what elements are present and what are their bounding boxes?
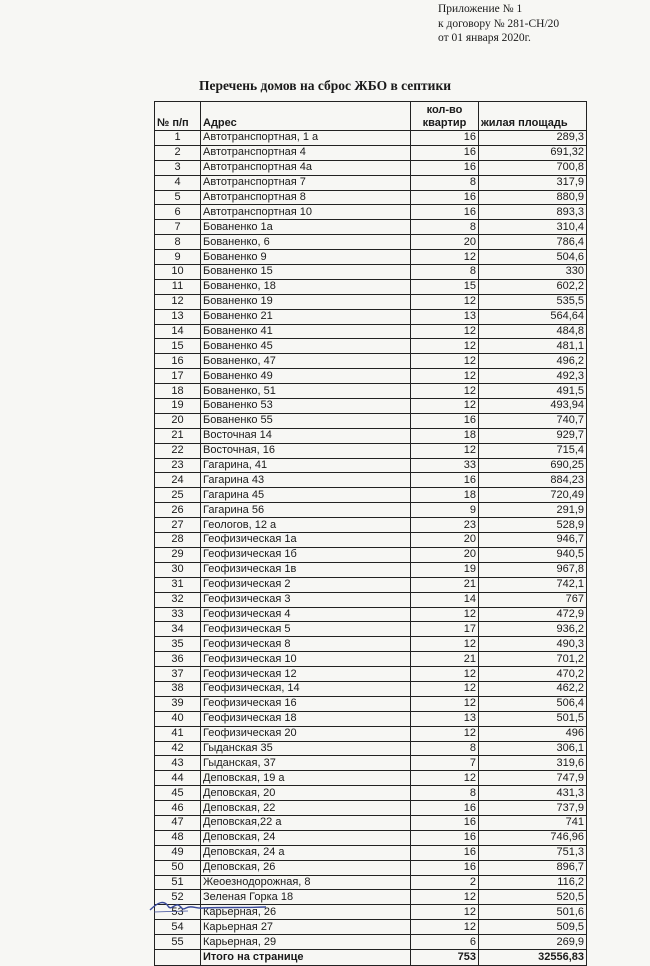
table-row: [155, 935, 587, 950]
row-number: 45: [155, 786, 201, 801]
row-number: 47: [155, 815, 201, 830]
row-living-area: 481,1: [479, 339, 587, 354]
row-living-area: 496: [479, 726, 587, 741]
row-living-area: 880,9: [479, 190, 587, 205]
row-apartments: 12: [411, 294, 479, 309]
row-number: 14: [155, 324, 201, 339]
row-living-area: 504,6: [479, 250, 587, 265]
row-number: 31: [155, 577, 201, 592]
table-row: [155, 488, 587, 503]
row-living-area: 786,4: [479, 235, 587, 250]
header-apartments-label: кол-во квартир: [422, 104, 467, 129]
row-address: Гагарина, 41: [201, 458, 411, 473]
appendix-line-3: от 01 января 2020г.: [438, 32, 531, 44]
table-row: [155, 205, 587, 220]
table-row: [155, 726, 587, 741]
row-living-area: 330: [479, 265, 587, 280]
row-apartments: 21: [411, 577, 479, 592]
row-living-area: 751,3: [479, 845, 587, 860]
row-apartments: 12: [411, 324, 479, 339]
row-apartments: 12: [411, 890, 479, 905]
row-number: 23: [155, 458, 201, 473]
row-living-area: 520,5: [479, 890, 587, 905]
row-address: Бованенко, 51: [201, 384, 411, 399]
row-living-area: 490,3: [479, 637, 587, 652]
row-apartments: 18: [411, 428, 479, 443]
row-address: Гыданская 35: [201, 741, 411, 756]
row-living-area: 896,7: [479, 860, 587, 875]
row-living-area: 317,9: [479, 175, 587, 190]
row-apartments: 16: [411, 815, 479, 830]
total-empty-cell: [155, 949, 201, 965]
row-apartments: 16: [411, 205, 479, 220]
appendix-line-2: к договору № 281-СН/20: [438, 17, 560, 30]
row-apartments: 20: [411, 235, 479, 250]
row-address: Зеленая Горка 18: [201, 890, 411, 905]
row-address: Деповская,22 а: [201, 815, 411, 830]
row-address: Жеоезнодорожная, 8: [201, 875, 411, 890]
table-row: [155, 652, 587, 667]
row-address: Бованенко 9: [201, 250, 411, 265]
row-address: Деповская, 22: [201, 801, 411, 816]
table-row: [155, 607, 587, 622]
row-number: 35: [155, 637, 201, 652]
row-apartments: 8: [411, 786, 479, 801]
row-apartments: 8: [411, 741, 479, 756]
table-row: [155, 577, 587, 592]
row-apartments: 12: [411, 905, 479, 920]
row-address: Автотранспортная, 1 а: [201, 131, 411, 146]
row-living-area: 470,2: [479, 667, 587, 682]
row-living-area: 893,3: [479, 205, 587, 220]
row-apartments: 14: [411, 592, 479, 607]
table-row: [155, 801, 587, 816]
total-row: [155, 949, 587, 965]
row-number: 10: [155, 265, 201, 280]
row-number: 16: [155, 354, 201, 369]
row-apartments: 15: [411, 279, 479, 294]
row-living-area: 690,25: [479, 458, 587, 473]
row-living-area: 602,2: [479, 279, 587, 294]
row-apartments: 23: [411, 518, 479, 533]
row-living-area: 492,3: [479, 369, 587, 384]
row-living-area: 946,7: [479, 533, 587, 548]
row-number: 34: [155, 622, 201, 637]
header-row: [155, 102, 587, 131]
row-apartments: 8: [411, 265, 479, 280]
row-address: Бованенко 41: [201, 324, 411, 339]
row-number: 33: [155, 607, 201, 622]
row-address: Бованенко 15: [201, 265, 411, 280]
table-row: [155, 741, 587, 756]
table-row: [155, 428, 587, 443]
row-living-area: 720,49: [479, 488, 587, 503]
row-number: 52: [155, 890, 201, 905]
row-address: Гагарина 45: [201, 488, 411, 503]
row-number: 42: [155, 741, 201, 756]
row-living-area: 472,9: [479, 607, 587, 622]
row-number: 19: [155, 399, 201, 414]
table-row: [155, 220, 587, 235]
row-number: 49: [155, 845, 201, 860]
row-living-area: 940,5: [479, 547, 587, 562]
row-apartments: 2: [411, 875, 479, 890]
row-apartments: 16: [411, 160, 479, 175]
row-living-area: 929,7: [479, 428, 587, 443]
row-number: 28: [155, 533, 201, 548]
table-row: [155, 443, 587, 458]
row-address: Геофизическая 10: [201, 652, 411, 667]
table-row: [155, 339, 587, 354]
row-address: Геофизическая, 14: [201, 681, 411, 696]
row-address: Геофизическая 2: [201, 577, 411, 592]
row-address: Геологов, 12 а: [201, 518, 411, 533]
row-address: Деповская, 24: [201, 830, 411, 845]
row-apartments: 7: [411, 756, 479, 771]
header-apartments: [411, 102, 479, 131]
table-row: [155, 622, 587, 637]
row-address: Гагарина 56: [201, 503, 411, 518]
row-number: 43: [155, 756, 201, 771]
row-apartments: 16: [411, 131, 479, 146]
row-living-area: 936,2: [479, 622, 587, 637]
row-living-area: 431,3: [479, 786, 587, 801]
row-living-area: 496,2: [479, 354, 587, 369]
table-row: [155, 354, 587, 369]
row-living-area: 501,5: [479, 711, 587, 726]
row-address: Автотранспортная 8: [201, 190, 411, 205]
row-apartments: 12: [411, 354, 479, 369]
row-living-area: 884,23: [479, 473, 587, 488]
row-address: Геофизическая 16: [201, 696, 411, 711]
table-row: [155, 860, 587, 875]
row-apartments: 16: [411, 860, 479, 875]
table-row: [155, 711, 587, 726]
row-apartments: 16: [411, 145, 479, 160]
row-apartments: 12: [411, 443, 479, 458]
row-apartments: 8: [411, 220, 479, 235]
row-living-area: 269,9: [479, 935, 587, 950]
appendix-header: [438, 2, 638, 46]
row-apartments: 8: [411, 175, 479, 190]
row-address: Карьерная, 26: [201, 905, 411, 920]
signature-image: [148, 896, 268, 916]
row-address: Бованенко 45: [201, 339, 411, 354]
table-row: [155, 160, 587, 175]
table-row: [155, 235, 587, 250]
row-apartments: 16: [411, 801, 479, 816]
row-living-area: 493,94: [479, 399, 587, 414]
row-apartments: 12: [411, 369, 479, 384]
row-number: 38: [155, 681, 201, 696]
row-number: 26: [155, 503, 201, 518]
row-number: 9: [155, 250, 201, 265]
row-number: 54: [155, 920, 201, 935]
row-apartments: 6: [411, 935, 479, 950]
row-number: 24: [155, 473, 201, 488]
table-row: [155, 265, 587, 280]
row-address: Гагарина 43: [201, 473, 411, 488]
row-address: Геофизическая 18: [201, 711, 411, 726]
table-row: [155, 279, 587, 294]
table-row: [155, 562, 587, 577]
row-apartments: 13: [411, 711, 479, 726]
row-number: 39: [155, 696, 201, 711]
row-number: 15: [155, 339, 201, 354]
row-number: 8: [155, 235, 201, 250]
row-apartments: 20: [411, 547, 479, 562]
row-number: 44: [155, 771, 201, 786]
row-number: 7: [155, 220, 201, 235]
row-address: Бованенко 21: [201, 309, 411, 324]
row-living-area: 491,5: [479, 384, 587, 399]
row-address: Бованенко 1а: [201, 220, 411, 235]
row-living-area: 967,8: [479, 562, 587, 577]
table-row: [155, 324, 587, 339]
row-number: 40: [155, 711, 201, 726]
row-apartments: 12: [411, 637, 479, 652]
table-row: [155, 131, 587, 146]
table-row: [155, 369, 587, 384]
row-apartments: 12: [411, 771, 479, 786]
row-apartments: 16: [411, 845, 479, 860]
row-living-area: 746,96: [479, 830, 587, 845]
row-living-area: 291,9: [479, 503, 587, 518]
table-row: [155, 667, 587, 682]
total-area: 32556,83: [479, 949, 587, 965]
row-living-area: 747,9: [479, 771, 587, 786]
table-row: [155, 771, 587, 786]
row-living-area: 462,2: [479, 681, 587, 696]
row-number: 48: [155, 830, 201, 845]
table-row: [155, 815, 587, 830]
row-living-area: 528,9: [479, 518, 587, 533]
row-address: Геофизическая 4: [201, 607, 411, 622]
row-apartments: 12: [411, 384, 479, 399]
row-living-area: 535,5: [479, 294, 587, 309]
row-address: Автотранспортная 10: [201, 205, 411, 220]
row-address: Автотранспортная 4: [201, 145, 411, 160]
table-row: [155, 175, 587, 190]
row-apartments: 16: [411, 190, 479, 205]
row-address: Восточная, 16: [201, 443, 411, 458]
table-row: [155, 786, 587, 801]
header-living-area: жилая площадь: [479, 102, 587, 131]
table-row: [155, 830, 587, 845]
row-address: Карьерная, 29: [201, 935, 411, 950]
row-address: Бованенко 19: [201, 294, 411, 309]
row-address: Геофизическая 1в: [201, 562, 411, 577]
row-address: Бованенко, 18: [201, 279, 411, 294]
row-apartments: 12: [411, 920, 479, 935]
row-living-area: 767: [479, 592, 587, 607]
table-row: [155, 503, 587, 518]
table-row: [155, 696, 587, 711]
row-address: Бованенко 53: [201, 399, 411, 414]
table-row: [155, 309, 587, 324]
row-address: Деповская, 26: [201, 860, 411, 875]
row-address: Восточная 14: [201, 428, 411, 443]
table-row: [155, 920, 587, 935]
row-apartments: 12: [411, 399, 479, 414]
row-number: 5: [155, 190, 201, 205]
row-apartments: 21: [411, 652, 479, 667]
row-apartments: 16: [411, 413, 479, 428]
total-label: Итого на странице: [201, 949, 411, 965]
row-address: Гыданская, 37: [201, 756, 411, 771]
row-number: 51: [155, 875, 201, 890]
row-apartments: 9: [411, 503, 479, 518]
row-address: Карьерная 27: [201, 920, 411, 935]
table-row: [155, 592, 587, 607]
row-living-area: 741: [479, 815, 587, 830]
row-apartments: 12: [411, 726, 479, 741]
row-number: 46: [155, 801, 201, 816]
row-number: 36: [155, 652, 201, 667]
row-address: Геофизическая 20: [201, 726, 411, 741]
row-address: Геофизическая 8: [201, 637, 411, 652]
row-number: 4: [155, 175, 201, 190]
row-address: Автотранспортная 4а: [201, 160, 411, 175]
table-row: [155, 845, 587, 860]
table-row: [155, 458, 587, 473]
row-apartments: 12: [411, 696, 479, 711]
row-number: 37: [155, 667, 201, 682]
row-apartments: 17: [411, 622, 479, 637]
row-address: Деповская, 24 а: [201, 845, 411, 860]
row-number: 3: [155, 160, 201, 175]
row-address: Бованенко 49: [201, 369, 411, 384]
table-body: [155, 131, 587, 950]
houses-table: [154, 101, 587, 966]
row-address: Деповская, 19 а: [201, 771, 411, 786]
table-row: [155, 533, 587, 548]
row-living-area: 742,1: [479, 577, 587, 592]
row-living-area: 509,5: [479, 920, 587, 935]
table-row: [155, 294, 587, 309]
row-apartments: 19: [411, 562, 479, 577]
row-number: 12: [155, 294, 201, 309]
table-row: [155, 473, 587, 488]
header-number: № п/п: [155, 102, 201, 131]
row-apartments: 12: [411, 681, 479, 696]
appendix-line-1: Приложение № 1: [438, 3, 523, 15]
table-row: [155, 413, 587, 428]
row-living-area: 116,2: [479, 875, 587, 890]
row-address: Бованенко 55: [201, 413, 411, 428]
row-living-area: 310,4: [479, 220, 587, 235]
row-living-area: 501,6: [479, 905, 587, 920]
row-living-area: 484,8: [479, 324, 587, 339]
row-number: 18: [155, 384, 201, 399]
row-number: 32: [155, 592, 201, 607]
row-apartments: 13: [411, 309, 479, 324]
row-address: Бованенко, 47: [201, 354, 411, 369]
row-apartments: 12: [411, 339, 479, 354]
row-number: 6: [155, 205, 201, 220]
row-living-area: 564,64: [479, 309, 587, 324]
row-living-area: 306,1: [479, 741, 587, 756]
row-address: Бованенко, 6: [201, 235, 411, 250]
row-apartments: 16: [411, 830, 479, 845]
document-title: Перечень домов на сброс ЖБО в септики: [198, 78, 452, 93]
table-row: [155, 384, 587, 399]
table-row: [155, 637, 587, 652]
row-address: Деповская, 20: [201, 786, 411, 801]
row-number: 55: [155, 935, 201, 950]
row-number: 13: [155, 309, 201, 324]
row-living-area: 700,8: [479, 160, 587, 175]
row-number: 30: [155, 562, 201, 577]
row-apartments: 12: [411, 607, 479, 622]
row-apartments: 12: [411, 250, 479, 265]
total-apartments: 753: [411, 949, 479, 965]
row-number: 2: [155, 145, 201, 160]
row-number: 17: [155, 369, 201, 384]
row-living-area: 319,6: [479, 756, 587, 771]
row-number: 25: [155, 488, 201, 503]
row-number: 1: [155, 131, 201, 146]
table-row: [155, 250, 587, 265]
table-row: [155, 875, 587, 890]
table-row: [155, 399, 587, 414]
row-address: Геофизическая 1а: [201, 533, 411, 548]
row-number: 21: [155, 428, 201, 443]
row-apartments: 16: [411, 473, 479, 488]
row-number: 27: [155, 518, 201, 533]
table-row: [155, 190, 587, 205]
row-living-area: 289,3: [479, 131, 587, 146]
row-address: Геофизическая 12: [201, 667, 411, 682]
row-number: 41: [155, 726, 201, 741]
header-address: Адрес: [201, 102, 411, 131]
row-number: 20: [155, 413, 201, 428]
row-apartments: 18: [411, 488, 479, 503]
row-living-area: 691,32: [479, 145, 587, 160]
row-address: Геофизическая 5: [201, 622, 411, 637]
table-row: [155, 145, 587, 160]
table-row: [155, 518, 587, 533]
row-number: 22: [155, 443, 201, 458]
row-address: Автотранспортная 7: [201, 175, 411, 190]
row-apartments: 33: [411, 458, 479, 473]
row-number: 53: [155, 905, 201, 920]
row-number: 11: [155, 279, 201, 294]
table-row: [155, 756, 587, 771]
row-address: Геофизическая 3: [201, 592, 411, 607]
row-number: 50: [155, 860, 201, 875]
row-living-area: 737,9: [479, 801, 587, 816]
table-row: [155, 681, 587, 696]
row-living-area: 506,4: [479, 696, 587, 711]
row-number: 29: [155, 547, 201, 562]
row-living-area: 701,2: [479, 652, 587, 667]
row-living-area: 715,4: [479, 443, 587, 458]
row-address: Геофизическая 1б: [201, 547, 411, 562]
table-row: [155, 547, 587, 562]
row-living-area: 740,7: [479, 413, 587, 428]
row-apartments: 12: [411, 667, 479, 682]
row-apartments: 20: [411, 533, 479, 548]
